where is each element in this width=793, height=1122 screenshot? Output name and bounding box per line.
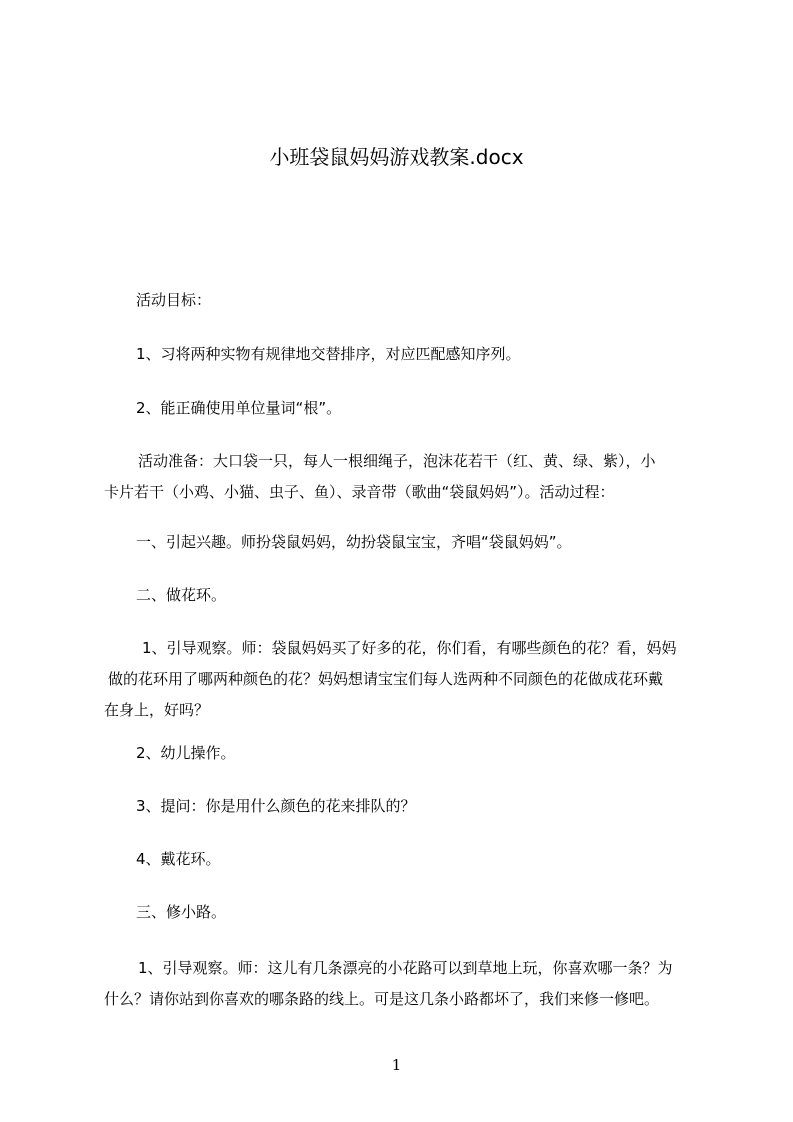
paragraph-line: 1、引导观察。师：这儿有几条漂亮的小花路可以到草地上玩，你喜欢哪一条？为 xyxy=(138,959,673,977)
paragraph-step-2-1 xyxy=(104,633,704,726)
paragraph-objective-2 xyxy=(104,393,736,424)
paragraph-preparation xyxy=(104,446,704,508)
paragraph-step-2-3 xyxy=(104,791,736,822)
paragraph-step-3 xyxy=(104,897,736,928)
paragraph-line: 什么？请你站到你喜欢的哪条路的线上。可是这几条小路都坏了，我们来修一修吧。 xyxy=(104,990,660,1008)
paragraph-line: 做的花环用了哪两种颜色的花？妈妈想请宝宝们每人选两种不同颜色的花做成花环戴 xyxy=(108,670,664,688)
paragraph-line: 在身上，好吗？ xyxy=(104,701,210,719)
paragraph-line: 活动准备：大口袋一只，每人一根细绳子，泡沫花若干（红、黄、绿、紫），小 xyxy=(138,452,656,470)
paragraph-step-2-2 xyxy=(104,738,736,769)
paragraph-line: 卡片若干（小鸡、小猫、虫子、鱼）、录音带（歌曲“袋鼠妈妈”）。活动过程： xyxy=(104,483,615,501)
paragraph-line: 1、习将两种实物有规律地交替排序，对应匹配感知序列。 xyxy=(136,345,521,363)
paragraph-step-1 xyxy=(104,527,736,558)
paragraph-line: 1、引导观察。师：袋鼠妈妈买了好多的花，你们看，有哪些颜色的花？看，妈妈 xyxy=(142,639,677,657)
paragraph-line: 一、引起兴趣。师扮袋鼠妈妈，幼扮袋鼠宝宝，齐唱“袋鼠妈妈”。 xyxy=(136,533,572,551)
paragraph-line: 三、修小路。 xyxy=(136,903,227,921)
document-title: 小班袋鼠妈妈游戏教案.docx xyxy=(269,145,524,169)
paragraph-line: 3、提问：你是用什么颜色的花来排队的？ xyxy=(136,797,416,815)
paragraph-step-2 xyxy=(104,580,736,611)
paragraph-line: 4、戴花环。 xyxy=(136,850,221,868)
paragraph-objective-1 xyxy=(104,339,736,370)
paragraph-line: 活动目标： xyxy=(136,291,212,309)
paragraph-step-3-1 xyxy=(104,953,704,1015)
paragraph-objectives-heading xyxy=(104,285,736,316)
paragraph-line: 二、做花环。 xyxy=(136,586,227,604)
paragraph-line: 2、幼儿操作。 xyxy=(136,744,236,762)
paragraph-line: 2、能正确使用单位量词“根”。 xyxy=(136,399,342,417)
page-number: 1 xyxy=(391,1056,402,1074)
paragraph-step-2-4 xyxy=(104,844,736,875)
